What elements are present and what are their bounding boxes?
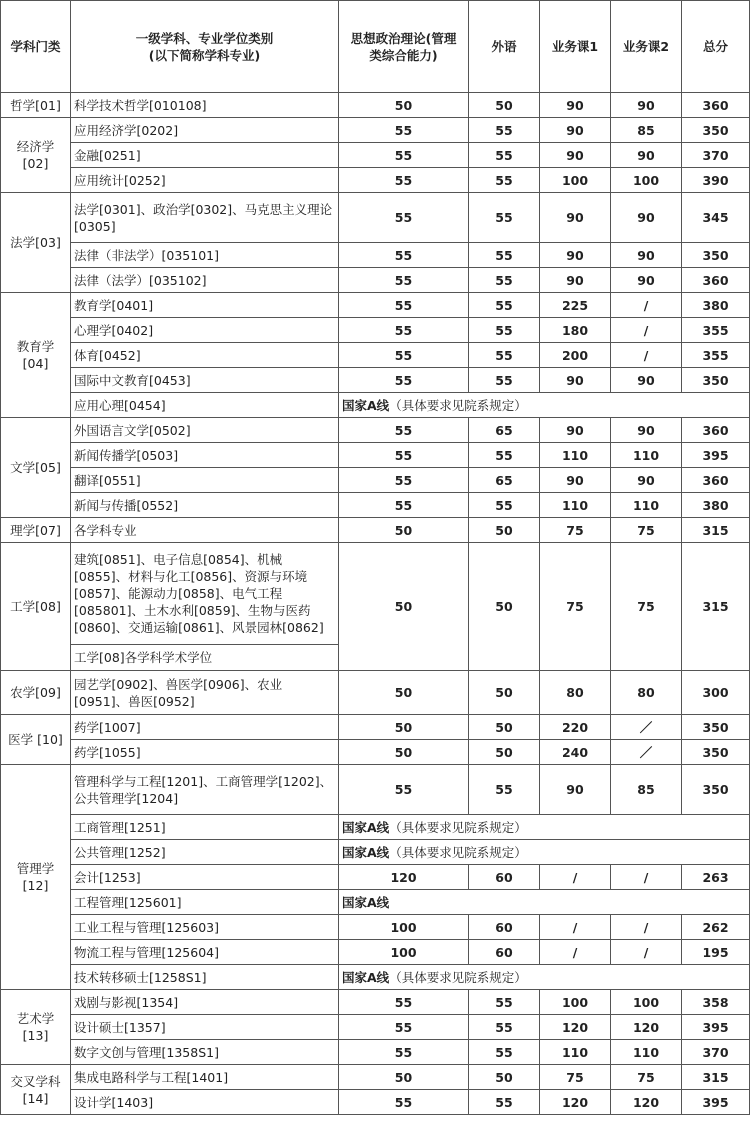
table-row: [1, 268, 750, 293]
course2-score: 120: [611, 1090, 682, 1115]
header-foreign-language: 外语: [469, 1, 540, 93]
foreign-score: 60: [469, 940, 540, 965]
table-row: [1, 740, 750, 765]
foreign-score: 50: [469, 543, 540, 671]
major-cell: 工学[08]各学科学术学位: [71, 645, 339, 671]
politics-score: 55: [339, 318, 469, 343]
total-score: 195: [682, 940, 750, 965]
table-row: [1, 168, 750, 193]
table-row: [1, 840, 750, 865]
major-cell: 园艺学[0902]、兽医学[0906]、农业[0951]、兽医[0952]: [71, 671, 339, 715]
course1-score: 90: [540, 368, 611, 393]
category-cell: 哲学[01]: [1, 93, 71, 118]
category-cell: 医学 [10]: [1, 715, 71, 765]
major-cell: 应用经济学[0202]: [71, 118, 339, 143]
foreign-score: 55: [469, 243, 540, 268]
header-course2: 业务课2: [611, 1, 682, 93]
course2-score: 100: [611, 990, 682, 1015]
requirement-note: [339, 840, 750, 865]
total-score: 350: [682, 765, 750, 815]
course1-score: 90: [540, 268, 611, 293]
course2-score: 75: [611, 518, 682, 543]
category-cell: 艺术学[13]: [1, 990, 71, 1065]
major-cell: 金融[0251]: [71, 143, 339, 168]
header-total: 总分: [682, 1, 750, 93]
course2-score: 75: [611, 543, 682, 671]
table-row: [1, 940, 750, 965]
course2-score: /: [611, 343, 682, 368]
politics-score: 55: [339, 468, 469, 493]
course2-score: /: [611, 865, 682, 890]
header-major-line2: (以下简称学科专业): [148, 47, 261, 63]
major-cell: 应用统计[0252]: [71, 168, 339, 193]
politics-score: 55: [339, 368, 469, 393]
category-cell: 教育学[04]: [1, 293, 71, 418]
foreign-score: 55: [469, 143, 540, 168]
major-cell: 法学[0301]、政治学[0302]、马克思主义理论[0305]: [71, 193, 339, 243]
course1-score: 90: [540, 418, 611, 443]
table-row: [1, 518, 750, 543]
course1-score: 90: [540, 243, 611, 268]
foreign-score: 55: [469, 268, 540, 293]
foreign-score: 50: [469, 93, 540, 118]
course2-score: 120: [611, 1015, 682, 1040]
table-row: [1, 418, 750, 443]
foreign-score: 65: [469, 468, 540, 493]
table-row: [1, 93, 750, 118]
table-row: [1, 915, 750, 940]
foreign-score: 55: [469, 293, 540, 318]
requirement-detail: （具体要求见院系规定）: [389, 844, 527, 860]
major-cell: 外国语言文学[0502]: [71, 418, 339, 443]
politics-score: 55: [339, 243, 469, 268]
total-score: 315: [682, 543, 750, 671]
course1-score: 110: [540, 443, 611, 468]
table-row: [1, 815, 750, 840]
course2-score: 100: [611, 168, 682, 193]
major-cell: 数字文创与管理[1358S1]: [71, 1040, 339, 1065]
politics-score: 50: [339, 518, 469, 543]
foreign-score: 60: [469, 915, 540, 940]
header-course1: 业务课1: [540, 1, 611, 93]
course1-score: 90: [540, 93, 611, 118]
politics-score: 50: [339, 671, 469, 715]
major-cell: 应用心理[0454]: [71, 393, 339, 418]
total-score: 358: [682, 990, 750, 1015]
foreign-score: 55: [469, 168, 540, 193]
header-row: [1, 1, 750, 93]
category-cell: 经济学[02]: [1, 118, 71, 193]
major-cell: 工商管理[1251]: [71, 815, 339, 840]
course2-score: 75: [611, 1065, 682, 1090]
requirement-note: [339, 890, 750, 915]
category-cell: 理学[07]: [1, 518, 71, 543]
category-cell: 交叉学科[14]: [1, 1065, 71, 1115]
politics-score: 50: [339, 740, 469, 765]
major-cell: 公共管理[1252]: [71, 840, 339, 865]
politics-score: 55: [339, 293, 469, 318]
foreign-score: 60: [469, 865, 540, 890]
table-row: [1, 193, 750, 243]
foreign-score: 55: [469, 990, 540, 1015]
course2-score: /: [611, 940, 682, 965]
course1-score: 225: [540, 293, 611, 318]
course1-score: /: [540, 915, 611, 940]
total-score: 350: [682, 243, 750, 268]
major-cell: 设计学[1403]: [71, 1090, 339, 1115]
major-cell: 法律（法学）[035102]: [71, 268, 339, 293]
table-row: [1, 493, 750, 518]
national-line-label: 国家A线: [342, 894, 390, 910]
course2-score: 90: [611, 268, 682, 293]
total-score: 345: [682, 193, 750, 243]
major-cell: 工业工程与管理[125603]: [71, 915, 339, 940]
header-category: 学科门类: [1, 1, 71, 93]
major-cell: 药学[1007]: [71, 715, 339, 740]
course1-score: 220: [540, 715, 611, 740]
course2-score: ／: [611, 740, 682, 765]
header-major-line1: 一级学科、专业学位类别: [135, 30, 274, 46]
politics-score: 55: [339, 1090, 469, 1115]
category-cell: 工学[08]: [1, 543, 71, 671]
politics-score: 55: [339, 268, 469, 293]
table-row: [1, 118, 750, 143]
category-cell: 法学[03]: [1, 193, 71, 293]
course2-score: 90: [611, 468, 682, 493]
major-cell: 新闻与传播[0552]: [71, 493, 339, 518]
course2-score: /: [611, 318, 682, 343]
foreign-score: 55: [469, 193, 540, 243]
politics-score: 55: [339, 990, 469, 1015]
politics-score: 55: [339, 765, 469, 815]
header-major: [71, 1, 339, 93]
requirement-note: [339, 965, 750, 990]
course1-score: 75: [540, 543, 611, 671]
major-cell: 翻译[0551]: [71, 468, 339, 493]
foreign-score: 55: [469, 1040, 540, 1065]
foreign-score: 55: [469, 343, 540, 368]
politics-score: 55: [339, 418, 469, 443]
course2-score: 110: [611, 443, 682, 468]
total-score: 262: [682, 915, 750, 940]
total-score: 390: [682, 168, 750, 193]
course2-score: 110: [611, 1040, 682, 1065]
course1-score: 110: [540, 1040, 611, 1065]
header-politics: [339, 1, 469, 93]
total-score: 380: [682, 493, 750, 518]
table-row: [1, 990, 750, 1015]
table-row: [1, 671, 750, 715]
course2-score: 90: [611, 143, 682, 168]
course1-score: 200: [540, 343, 611, 368]
total-score: 395: [682, 1015, 750, 1040]
course1-score: 75: [540, 1065, 611, 1090]
politics-score: 55: [339, 1015, 469, 1040]
course2-score: 85: [611, 118, 682, 143]
table-row: [1, 1090, 750, 1115]
politics-score: 120: [339, 865, 469, 890]
course1-score: /: [540, 865, 611, 890]
total-score: 300: [682, 671, 750, 715]
total-score: 355: [682, 318, 750, 343]
major-cell: 集成电路科学与工程[1401]: [71, 1065, 339, 1090]
total-score: 360: [682, 93, 750, 118]
total-score: 360: [682, 468, 750, 493]
table-row: [1, 143, 750, 168]
table-row: [1, 715, 750, 740]
course2-score: /: [611, 915, 682, 940]
politics-score: 55: [339, 168, 469, 193]
table-row: [1, 368, 750, 393]
course2-score: 80: [611, 671, 682, 715]
course1-score: 90: [540, 468, 611, 493]
course1-score: 90: [540, 193, 611, 243]
course1-score: 80: [540, 671, 611, 715]
course2-score: /: [611, 293, 682, 318]
foreign-score: 55: [469, 368, 540, 393]
politics-score: 50: [339, 543, 469, 671]
total-score: 350: [682, 715, 750, 740]
major-cell: 体育[0452]: [71, 343, 339, 368]
major-cell: 科学技术哲学[010108]: [71, 93, 339, 118]
politics-score: 50: [339, 1065, 469, 1090]
total-score: 315: [682, 518, 750, 543]
foreign-score: 55: [469, 1090, 540, 1115]
foreign-score: 50: [469, 1065, 540, 1090]
table-row: [1, 965, 750, 990]
foreign-score: 55: [469, 493, 540, 518]
course2-score: 90: [611, 93, 682, 118]
course2-score: 90: [611, 418, 682, 443]
requirement-detail: （具体要求见院系规定）: [389, 397, 527, 413]
requirement-detail: （具体要求见院系规定）: [389, 969, 527, 985]
requirement-note: [339, 393, 750, 418]
total-score: 263: [682, 865, 750, 890]
foreign-score: 50: [469, 740, 540, 765]
total-score: 395: [682, 443, 750, 468]
major-cell: 设计硕士[1357]: [71, 1015, 339, 1040]
politics-score: 55: [339, 118, 469, 143]
table-row: [1, 468, 750, 493]
major-cell: 戏剧与影视[1354]: [71, 990, 339, 1015]
national-line-label: 国家A线: [342, 844, 390, 860]
politics-score: 55: [339, 1040, 469, 1065]
foreign-score: 55: [469, 118, 540, 143]
course2-score: 85: [611, 765, 682, 815]
requirement-detail: （具体要求见院系规定）: [389, 819, 527, 835]
major-cell: 会计[1253]: [71, 865, 339, 890]
foreign-score: 50: [469, 715, 540, 740]
course1-score: 90: [540, 118, 611, 143]
requirement-note: [339, 815, 750, 840]
major-cell: 药学[1055]: [71, 740, 339, 765]
major-cell: 工程管理[125601]: [71, 890, 339, 915]
major-cell: 新闻传播学[0503]: [71, 443, 339, 468]
course1-score: 240: [540, 740, 611, 765]
course2-score: 110: [611, 493, 682, 518]
politics-score: 55: [339, 143, 469, 168]
total-score: 395: [682, 1090, 750, 1115]
total-score: 370: [682, 143, 750, 168]
major-cell: 管理科学与工程[1201]、工商管理学[1202]、公共管理学[1204]: [71, 765, 339, 815]
course1-score: 100: [540, 168, 611, 193]
table-row: [1, 890, 750, 915]
category-cell: 文学[05]: [1, 418, 71, 518]
table-row: [1, 543, 750, 645]
course1-score: 90: [540, 765, 611, 815]
politics-score: 100: [339, 940, 469, 965]
header-politics-line1: 思想政治理论(管理: [350, 30, 457, 46]
course1-score: 110: [540, 493, 611, 518]
national-line-label: 国家A线: [342, 969, 390, 985]
major-cell: 各学科专业: [71, 518, 339, 543]
politics-score: 55: [339, 193, 469, 243]
course1-score: 180: [540, 318, 611, 343]
foreign-score: 65: [469, 418, 540, 443]
table-row: [1, 443, 750, 468]
course1-score: 120: [540, 1090, 611, 1115]
politics-score: 50: [339, 715, 469, 740]
politics-score: 100: [339, 915, 469, 940]
national-line-label: 国家A线: [342, 819, 390, 835]
table-body: [1, 93, 750, 1115]
total-score: 355: [682, 343, 750, 368]
table-row: [1, 1040, 750, 1065]
category-cell: 管理学[12]: [1, 765, 71, 990]
course2-score: 90: [611, 368, 682, 393]
total-score: 380: [682, 293, 750, 318]
category-cell: 农学[09]: [1, 671, 71, 715]
course1-score: 75: [540, 518, 611, 543]
table-row: [1, 865, 750, 890]
table-row: [1, 318, 750, 343]
course2-score: 90: [611, 193, 682, 243]
politics-score: 55: [339, 443, 469, 468]
table-row: [1, 393, 750, 418]
total-score: 315: [682, 1065, 750, 1090]
table-row: [1, 1065, 750, 1090]
politics-score: 55: [339, 493, 469, 518]
major-cell: 技术转移硕士[1258S1]: [71, 965, 339, 990]
politics-score: 50: [339, 93, 469, 118]
course1-score: /: [540, 940, 611, 965]
major-cell: 物流工程与管理[125604]: [71, 940, 339, 965]
table-row: [1, 765, 750, 815]
table-row: [1, 293, 750, 318]
course2-score: ／: [611, 715, 682, 740]
total-score: 350: [682, 368, 750, 393]
national-line-label: 国家A线: [342, 397, 390, 413]
foreign-score: 50: [469, 518, 540, 543]
foreign-score: 55: [469, 443, 540, 468]
header-politics-line2: 类综合能力): [369, 47, 438, 63]
politics-score: 55: [339, 343, 469, 368]
major-cell: 建筑[0851]、电子信息[0854]、机械[0855]、材料与化工[0856]、资源与环境[0857]、能源动力[0858]、电气工程[085801]、土木水利[0859]、生物与医药[0860]、交通运输[0861]、风景园林[0862]: [71, 543, 339, 645]
total-score: 350: [682, 118, 750, 143]
total-score: 350: [682, 740, 750, 765]
course1-score: 90: [540, 143, 611, 168]
major-cell: 心理学[0402]: [71, 318, 339, 343]
major-cell: 法律（非法学）[035101]: [71, 243, 339, 268]
total-score: 370: [682, 1040, 750, 1065]
foreign-score: 55: [469, 1015, 540, 1040]
course1-score: 100: [540, 990, 611, 1015]
foreign-score: 55: [469, 318, 540, 343]
table-row: [1, 243, 750, 268]
foreign-score: 55: [469, 765, 540, 815]
table-row: [1, 343, 750, 368]
major-cell: 国际中文教育[0453]: [71, 368, 339, 393]
total-score: 360: [682, 418, 750, 443]
foreign-score: 50: [469, 671, 540, 715]
course2-score: 90: [611, 243, 682, 268]
major-cell: 教育学[0401]: [71, 293, 339, 318]
course1-score: 120: [540, 1015, 611, 1040]
total-score: 360: [682, 268, 750, 293]
table-row: [1, 1015, 750, 1040]
